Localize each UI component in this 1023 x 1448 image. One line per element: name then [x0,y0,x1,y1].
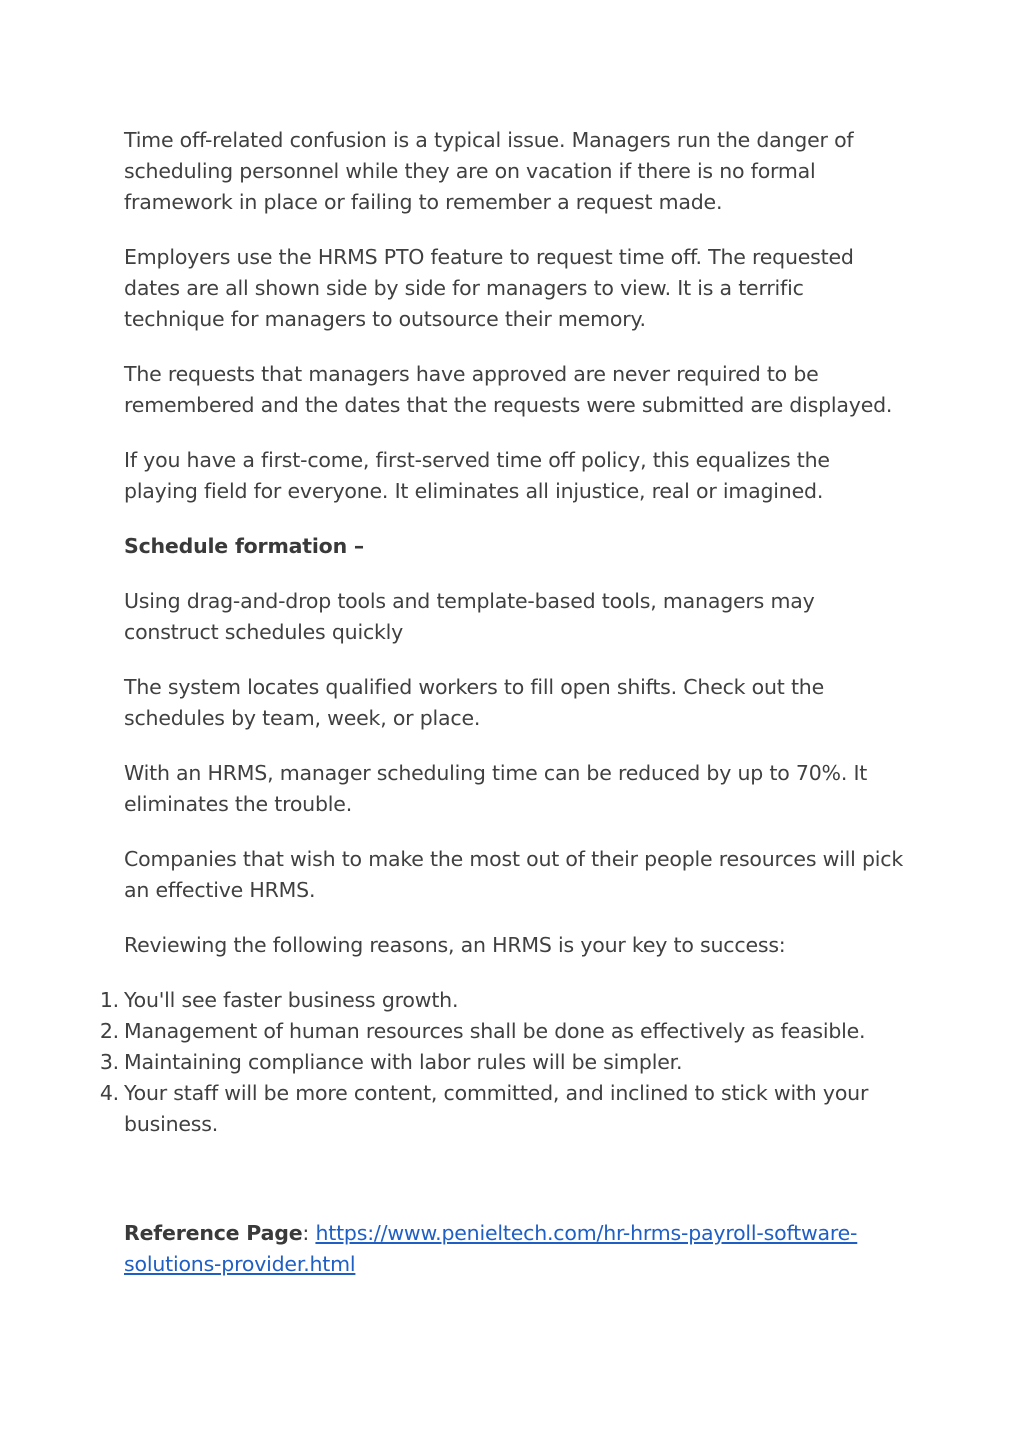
list-item [99,1016,904,1047]
paragraph-drag-and-drop: Using drag-and-drop tools and template-based tools, managers may construct schedules quickly [124,589,815,644]
list-item-text: Management of human resources shall be done as effectively as feasible. [124,1019,866,1043]
list-item [99,985,904,1016]
reference-line [124,1218,904,1280]
list-item-number: 4. [99,1081,119,1105]
list-item [99,1078,904,1140]
list-item-text: Your staff will be more content, committed, and inclined to stick with your business. [124,1081,869,1136]
paragraph-effective-hrms: Companies that wish to make the most out of their people resources will pick an effective HRMS. [124,847,904,902]
reasons-list [99,985,904,1140]
paragraph-pto-feature: Employers use the HRMS PTO feature to request time off. The requested dates are all shown side by side for managers to view. It is a terrific technique for managers to outsource their memory. [124,245,854,331]
list-item-number: 3. [99,1050,119,1074]
paragraph-approved-requests: The requests that managers have approved are never required to be remembered and the dates that the requests were submitted are displayed. [124,362,893,417]
paragraph-time-off-confusion: Time off-related confusion is a typical issue. Managers run the danger of scheduling personnel while they are on vacation if there is no formal framework in place or failing to remember a request made. [124,128,854,214]
list-item-number: 1. [99,988,119,1012]
list-item-text: You'll see faster business growth. [124,988,459,1012]
paragraph-reasons-intro: Reviewing the following reasons, an HRMS is your key to success: [124,933,786,957]
paragraph-open-shifts: The system locates qualified workers to fill open shifts. Check out the schedules by team, week, or place. [124,675,824,730]
document-body [99,125,904,1304]
list-item-text: Maintaining compliance with labor rules will be simpler. [124,1050,683,1074]
section-heading-schedule-formation: Schedule formation – [124,534,364,558]
list-item-number: 2. [99,1019,119,1043]
paragraph-scheduling-time: With an HRMS, manager scheduling time can be reduced by up to 70%. It eliminates the trouble. [124,761,868,816]
list-item [99,1047,904,1078]
reference-link[interactable]: https://www.penieltech.com/hr-hrms-payroll-software-solutions-provider.html [124,1221,858,1276]
paragraph-first-come-policy: If you have a first-come, first-served time off policy, this equalizes the playing field for everyone. It eliminates all injustice, real or imagined. [124,448,830,503]
reference-separator: : [302,1221,316,1245]
reference-label: Reference Page [124,1221,303,1245]
